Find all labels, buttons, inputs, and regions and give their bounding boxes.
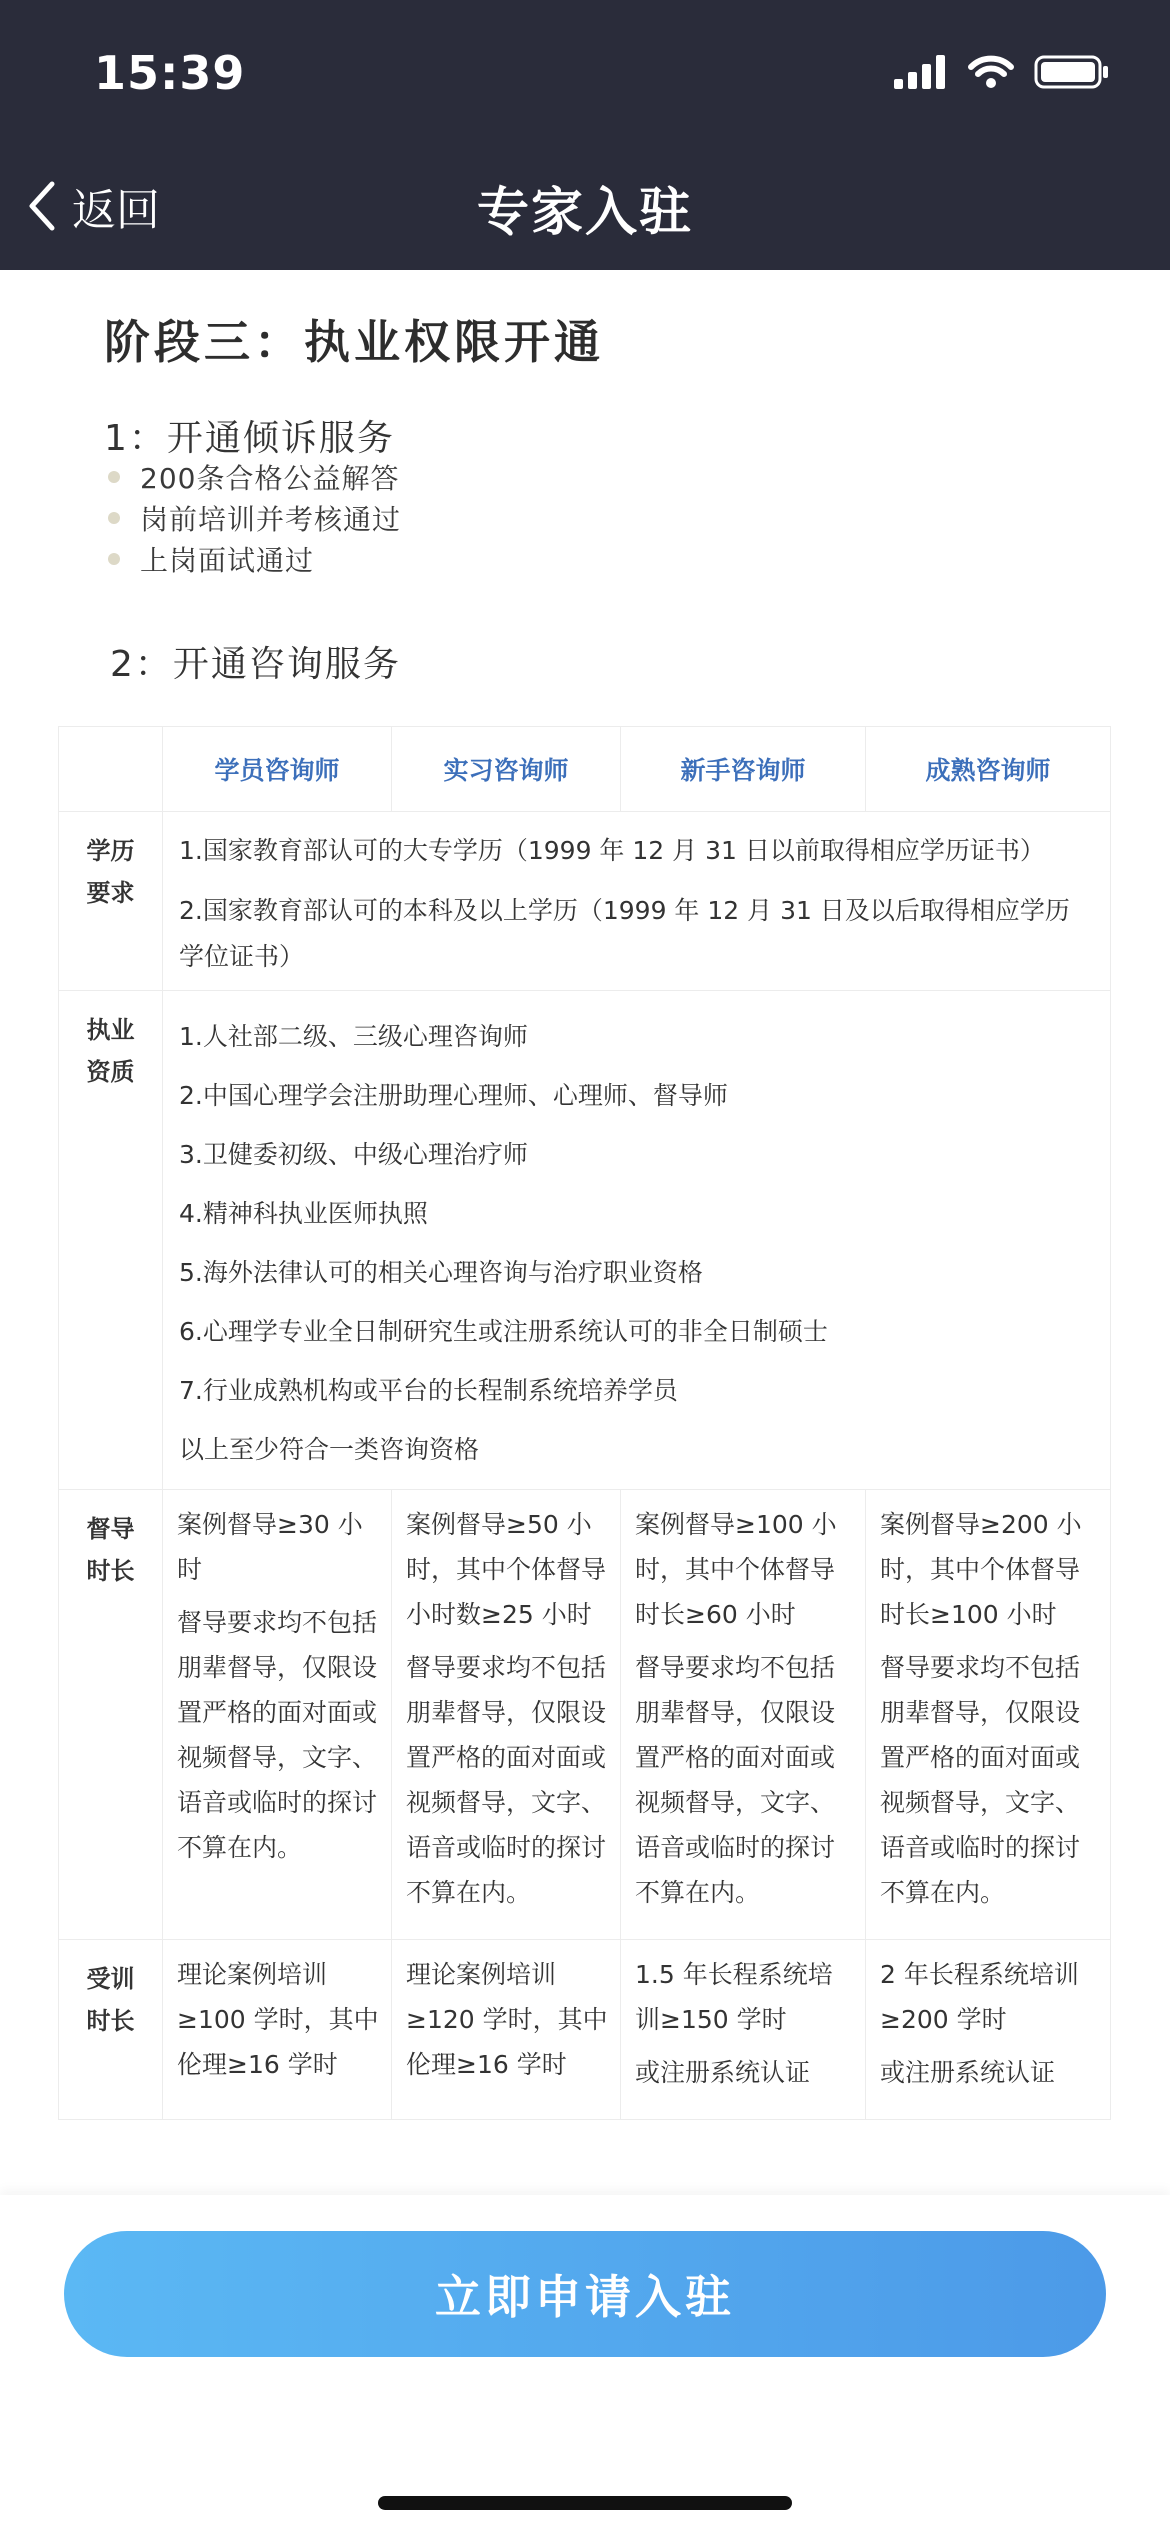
- list-item: 200条合格公益解答: [108, 456, 401, 497]
- confide-requirements-list: [108, 456, 401, 579]
- row-label-qualification: 执业 资质: [59, 991, 163, 1490]
- bottom-action-bar: [0, 2195, 1170, 2532]
- training-intern: 理论案例培训≥120 学时，其中伦理≥16 学时: [392, 1940, 621, 2120]
- header-novice: 新手咨询师: [621, 727, 866, 812]
- table-row: [59, 991, 1111, 1490]
- row-label-education: 学历 要求: [59, 812, 163, 991]
- training-trainee: 理论案例培训≥100 学时，其中伦理≥16 学时: [163, 1940, 392, 2120]
- table-row: [59, 1940, 1111, 2120]
- row-label-supervision: 督导 时长: [59, 1490, 163, 1940]
- table-row: [59, 1490, 1111, 1940]
- home-indicator[interactable]: [378, 2496, 792, 2510]
- qualification-requirements: 1.人社部二级、三级心理咨询师 2.中国心理学会注册助理心理师、心理师、督导师 3.卫健委初级、中级心理治疗师 4.精神科执业医师执照 5.海外法律认可的相关心理咨询与治疗职业资格 6.心理学专业全日制研究生或注册系统认可的非全日制硕士 7.行业成熟机构或平台的长程制系统培养学员 以上至少符合一类咨询资格: [163, 991, 1111, 1490]
- status-time: 15:39: [94, 46, 246, 100]
- stage-title: 阶段三：执业权限开通: [104, 315, 604, 369]
- training-mature: 2 年长程系统培训≥200 学时 或注册系统认证: [866, 1940, 1111, 2120]
- battery-icon: [1034, 54, 1110, 90]
- supervision-intern: 案例督导≥50 小时，其中个体督导小时数≥25 小时 督导要求均不包括朋辈督导，仅限设置严格的面对面或视频督导，文字、语音或临时的探讨不算在内。: [392, 1490, 621, 1940]
- table-corner: [59, 727, 163, 812]
- list-item: 岗前培训并考核通过: [108, 497, 401, 538]
- bullet-dot: [108, 512, 120, 524]
- list-item: 上岗面试通过: [108, 538, 401, 579]
- bullet-dot: [108, 553, 120, 565]
- supervision-mature: 案例督导≥200 小时，其中个体督导时长≥100 小时 督导要求均不包括朋辈督导，仅限设置严格的面对面或视频督导，文字、语音或临时的探讨不算在内。: [866, 1490, 1111, 1940]
- status-icons: [894, 52, 1110, 92]
- training-novice: 1.5 年长程系统培训≥150 学时 或注册系统认证: [621, 1940, 866, 2120]
- qualification-table: [58, 726, 1111, 2120]
- header-intern: 实习咨询师: [392, 727, 621, 812]
- apply-now-button[interactable]: 立即申请入驻: [64, 2231, 1106, 2357]
- table-row: [59, 812, 1111, 991]
- supervision-trainee: 案例督导≥30 小时 督导要求均不包括朋辈督导，仅限设置严格的面对面或视频督导，文字、语音或临时的探讨不算在内。: [163, 1490, 392, 1940]
- top-bar: [0, 0, 1170, 270]
- bullet-dot: [108, 471, 120, 483]
- row-label-training: 受训 时长: [59, 1940, 163, 2120]
- content-area[interactable]: [0, 270, 1170, 2195]
- back-label: 返回: [72, 185, 160, 236]
- header-mature: 成熟咨询师: [866, 727, 1111, 812]
- supervision-novice: 案例督导≥100 小时，其中个体督导时长≥60 小时 督导要求均不包括朋辈督导，仅限设置严格的面对面或视频督导，文字、语音或临时的探讨不算在内。: [621, 1490, 866, 1940]
- education-requirements: 1.国家教育部认可的大专学历（1999 年 12 月 31 日以前取得相应学历证书） 2.国家教育部认可的本科及以上学历（1999 年 12 月 31 日及以后取得相应学历学位证书）: [163, 812, 1111, 991]
- wifi-icon: [968, 55, 1014, 89]
- page-title: 专家入驻: [476, 183, 693, 243]
- table-header-row: [59, 727, 1111, 812]
- signal-icon: [894, 55, 948, 89]
- header-trainee: 学员咨询师: [163, 727, 392, 812]
- section-title-consult: 2：开通咨询服务: [110, 644, 401, 685]
- section-title-confide: 1：开通倾诉服务: [104, 418, 395, 459]
